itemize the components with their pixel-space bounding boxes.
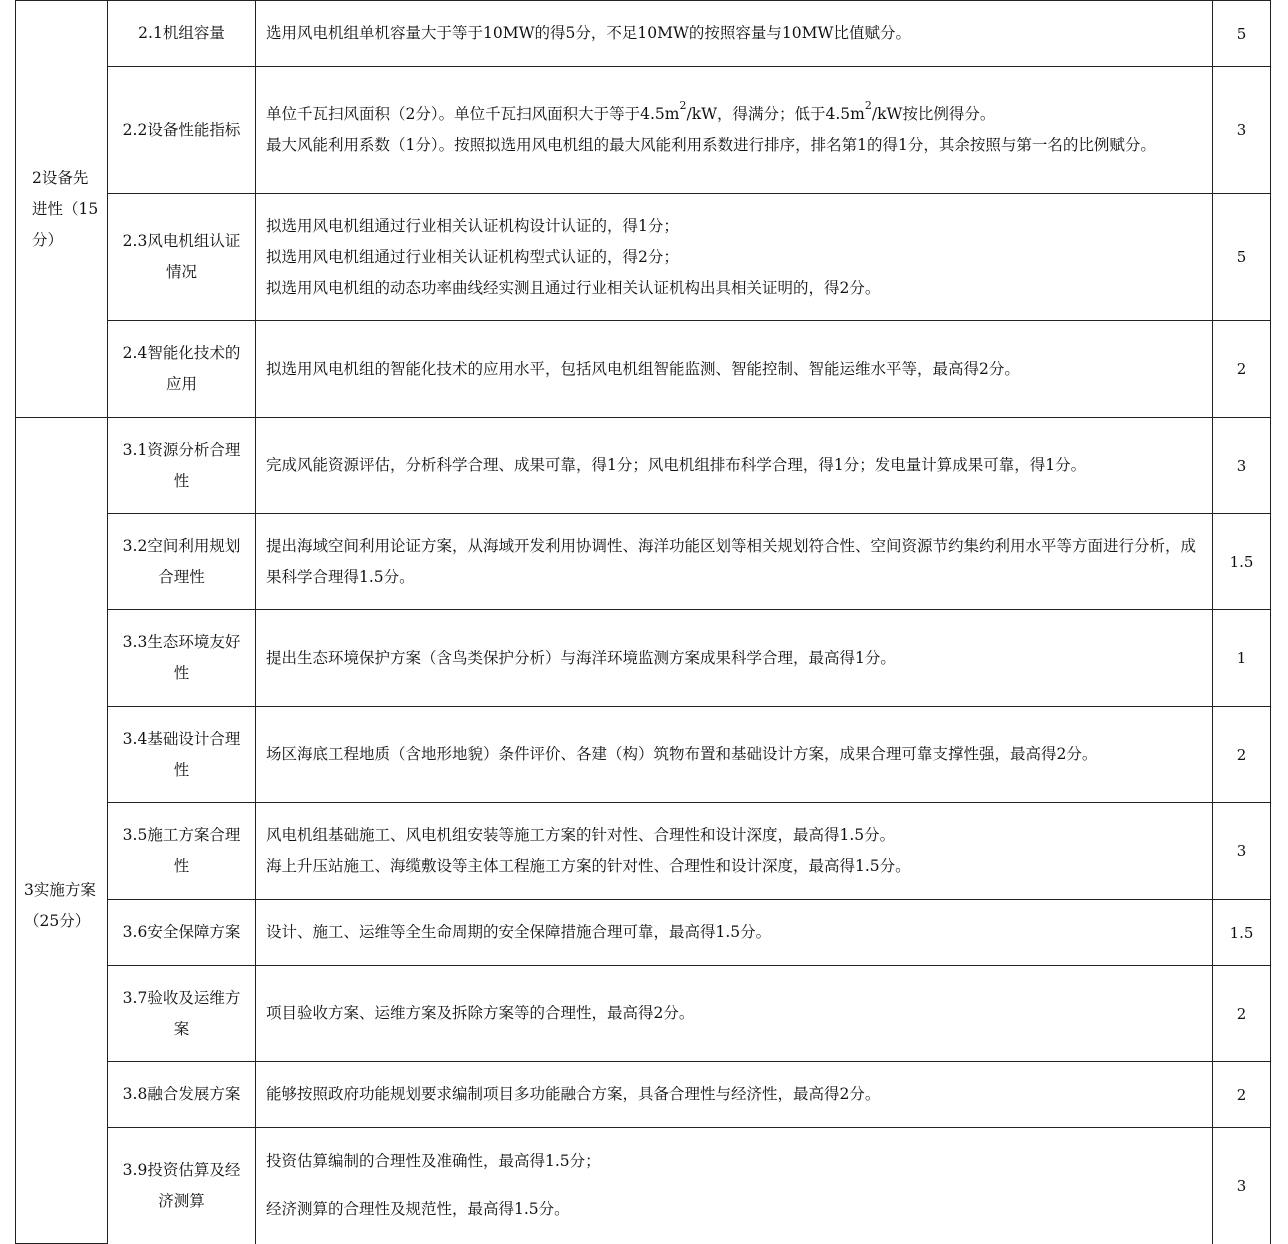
table-row [16,803,1271,900]
score-cell: 2 [1213,1062,1271,1128]
criteria-cell [256,514,1213,610]
score-cell: 3 [1213,803,1271,900]
subitem-cell: 3.6安全保障方案 [108,900,256,966]
score-cell: 1.5 [1213,514,1271,610]
table-row [16,67,1271,194]
criteria-line: 设计、施工、运维等全生命周期的安全保障措施合理可靠，最高得1.5分。 [266,923,772,941]
criteria-line: 选用风电机组单机容量大于等于10MW的得5分，不足10MW的按照容量与10MW比值赋分。 [266,24,911,42]
subitem-cell: 3.8融合发展方案 [108,1062,256,1128]
subitem-cell: 3.3生态环境友好性 [108,610,256,707]
criteria-line: 拟选用风电机组的动态功率曲线经实测且通过行业相关认证机构出具相关证明的，得2分。 [266,278,881,297]
score-cell: 2 [1213,966,1271,1062]
criteria-cell [256,900,1213,966]
criteria-line: 拟选用风电机组的智能化技术的应用水平，包括风电机组智能监测、智能控制、智能运维水平等，最高得2分。 [266,359,1020,378]
subitem-cell: 3.7验收及运维方案 [108,966,256,1062]
criteria-cell [256,1062,1213,1128]
criteria-cell [256,1128,1213,1244]
criteria-line: 风电机组基础施工、风电机组安装等施工方案的针对性、合理性和设计深度，最高得1.5分。 [266,826,896,844]
criteria-cell [256,67,1213,194]
score-cell: 3 [1213,1128,1271,1244]
score-cell: 1 [1213,610,1271,707]
category-label: 2设备先进性（15分） [32,168,99,249]
criteria-line: 海上升压站施工、海缆敷设等主体工程施工方案的针对性、合理性和设计深度，最高得1.5分。 [266,857,911,875]
subitem-cell: 3.1资源分析合理性 [108,418,256,514]
category-cell [16,1,108,418]
score-cell: 3 [1213,67,1271,194]
table-row [16,707,1271,803]
scoring-table [15,0,1271,1244]
table-row [16,1,1271,67]
criteria-line: 完成风能资源评估，分析科学合理、成果可靠，得1分；风电机组排布科学合理，得1分；发电量计算成果可靠，得1分。 [266,456,1087,474]
table-row [16,321,1271,418]
criteria-line: 提出生态环境保护方案（含鸟类保护分析）与海洋环境监测方案成果科学合理，最高得1分。 [266,648,896,667]
score-cell: 1.5 [1213,900,1271,966]
table-row [16,966,1271,1062]
score-cell: 5 [1213,1,1271,67]
subitem-cell: 3.2空间利用规划合理性 [108,514,256,610]
criteria-cell [256,418,1213,514]
criteria-cell [256,966,1213,1062]
criteria-line: 项目验收方案、运维方案及拆除方案等的合理性，最高得2分。 [266,1004,695,1022]
score-cell: 2 [1213,707,1271,803]
criteria-line: 投资估算编制的合理性及准确性，最高得1.5分； [266,1152,601,1171]
category-cell [16,418,108,1244]
criteria-line: 能够按照政府功能规划要求编制项目多功能融合方案，具备合理性与经济性，最高得2分。 [266,1085,881,1103]
criteria-line: 拟选用风电机组通过行业相关认证机构设计认证的，得1分； [266,216,679,235]
criteria-line: 最大风能利用系数（1分）。按照拟选用风电机组的最大风能利用系数进行排序，排名第1的得1分，其余按照与第一名的比例赋分。 [266,136,1156,154]
table-row [16,418,1271,514]
criteria-line: 经济测算的合理性及规范性，最高得1.5分。 [266,1200,570,1219]
subitem-cell: 3.5施工方案合理性 [108,803,256,900]
criteria-cell [256,610,1213,707]
score-cell: 5 [1213,194,1271,321]
criteria-cell [256,803,1213,900]
subitem-cell: 2.4智能化技术的应用 [108,321,256,418]
table-row [16,900,1271,966]
subitem-cell: 3.9投资估算及经济测算 [108,1128,256,1244]
score-cell: 3 [1213,418,1271,514]
criteria-line: 提出海域空间利用论证方案，从海域开发利用协调性、海洋功能区划等相关规划符合性、空间资源节约集约利用水平等方面进行分析，成果科学合理得1.5分。 [266,536,1197,586]
criteria-line: 拟选用风电机组通过行业相关认证机构型式认证的，得2分； [266,247,679,266]
criteria-cell [256,707,1213,803]
subitem-cell: 2.2设备性能指标 [108,67,256,194]
table-row [16,1062,1271,1128]
criteria-cell [256,194,1213,321]
criteria-line: 场区海底工程地质（含地形地貌）条件评价、各建（构）筑物布置和基础设计方案，成果合理可靠支撑性强，最高得2分。 [266,745,1098,763]
subitem-cell: 2.1机组容量 [108,1,256,67]
criteria-cell [256,1,1213,67]
table-row [16,514,1271,610]
table-row [16,610,1271,707]
category-label: 3实施方案（25分） [24,880,96,930]
score-cell: 2 [1213,321,1271,418]
table-row [16,194,1271,321]
subitem-cell: 2.3风电机组认证情况 [108,194,256,321]
criteria-line: 单位千瓦扫风面积（2分）。单位千瓦扫风面积大于等于$4.5m^2/kW$，得满分；低于$4.5m^2/kW$按比例得分。 [266,99,996,123]
table-row [16,1128,1271,1244]
subitem-cell: 3.4基础设计合理性 [108,707,256,803]
criteria-cell [256,321,1213,418]
